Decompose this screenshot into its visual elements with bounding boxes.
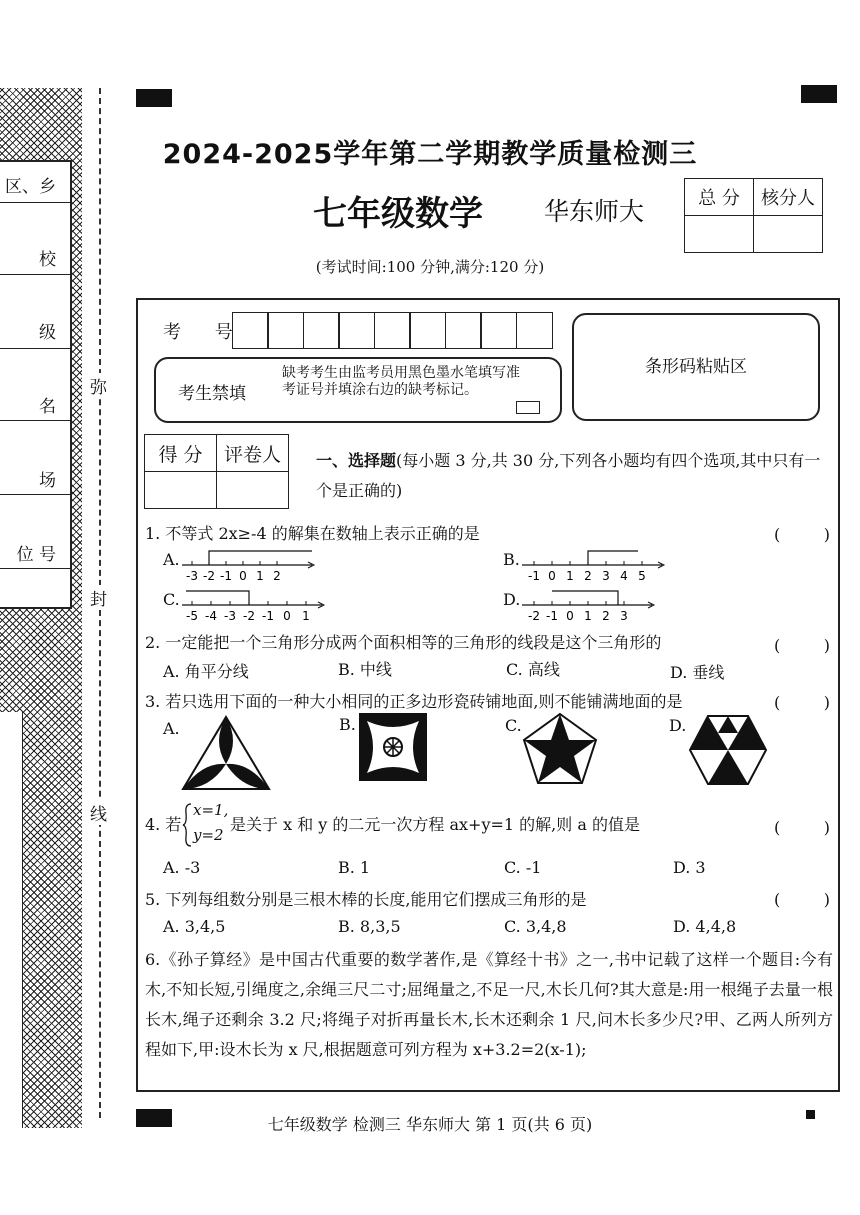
- id-cell[interactable]: [303, 312, 340, 349]
- tick-label: 0: [239, 569, 247, 583]
- binding-notch: [0, 712, 23, 1128]
- brace-icon: [182, 803, 192, 847]
- exam-time-info: (考试时间:100 分钟,满分:120 分): [315, 258, 545, 276]
- tick-label: -4: [205, 609, 217, 623]
- id-cell[interactable]: [267, 312, 304, 349]
- tick-label: -1: [262, 609, 274, 623]
- total-score-label: 总 分: [685, 179, 754, 216]
- tick-label: 2: [602, 609, 610, 623]
- tick-label: -1: [528, 569, 540, 583]
- seal-word-1: 弥: [90, 373, 107, 398]
- q4-eq1: x=1,: [193, 801, 229, 819]
- exam-id-label: 考 号: [163, 322, 247, 343]
- tick-label: 3: [602, 569, 610, 583]
- seal-field-seat: 位 号: [16, 545, 56, 565]
- tick-label: -2: [203, 569, 215, 583]
- exam-title: 2024-2025学年第二学期教学质量检测三: [162, 139, 698, 170]
- q4-option-b: B. 1: [338, 858, 371, 877]
- question-5-stem: 5. 下列每组数分别是三根木棒的长度,能用它们摆成三角形的是: [145, 890, 587, 909]
- q2-option-b: B. 中线: [338, 660, 392, 679]
- q1-option-a-numberline: [180, 548, 320, 584]
- seal-info-box: [0, 160, 72, 609]
- tick-label: 1: [584, 609, 592, 623]
- q1-option-b-numberline: [520, 548, 670, 584]
- seal-field-school: 校: [39, 250, 56, 270]
- q2-option-c: C. 高线: [506, 660, 560, 679]
- absent-instructions: 缺考考生由监考员用黑色墨水笔填写准考证号并填涂右边的缺考标记。: [282, 365, 520, 398]
- absent-label: 考生禁填: [178, 384, 246, 404]
- grader-cell[interactable]: [217, 472, 289, 509]
- q4-suffix: 是关于 x 和 y 的二元一次方程 ax+y=1 的解,则 a 的值是: [230, 815, 640, 834]
- absent-mark-box[interactable]: [516, 401, 540, 414]
- section-title: 一、选择题: [316, 451, 397, 470]
- q5-option-d: D. 4,4,8: [673, 917, 737, 936]
- question-3-stem: 3. 若只选用下面的一种大小相同的正多边形瓷砖铺地面,则不能铺满地面的是: [145, 692, 683, 711]
- q3-option-c-label: C.: [505, 716, 522, 735]
- tick-label: 2: [584, 569, 592, 583]
- tick-label: -3: [186, 569, 198, 583]
- paren-close: ): [823, 818, 830, 837]
- tick-label: 0: [566, 609, 574, 623]
- q4-option-c: C. -1: [504, 858, 542, 877]
- section-heading: [316, 446, 831, 506]
- q1-option-d-numberline: [520, 588, 660, 624]
- tick-label: 0: [548, 569, 556, 583]
- paren-open: (: [774, 818, 781, 837]
- q4-prefix: 4. 若: [145, 815, 182, 834]
- answer-paren-1[interactable]: [774, 525, 830, 544]
- seal-field-district: 区、乡: [5, 177, 56, 197]
- q4-option-d: D. 3: [673, 858, 706, 877]
- tick-label: -1: [220, 569, 232, 583]
- paren-close: ): [823, 525, 830, 544]
- id-cell[interactable]: [409, 312, 446, 349]
- answer-paren-3[interactable]: [774, 693, 830, 712]
- score-cell[interactable]: [145, 472, 217, 509]
- section-description: (每小题 3 分,共 30 分,下列各小题均有四个选项,其中只有一个是正确的): [316, 451, 821, 500]
- answer-paren-2[interactable]: [774, 636, 830, 655]
- square-tile-icon: [358, 712, 428, 782]
- paren-close: ): [823, 636, 830, 655]
- exam-id-grid[interactable]: [233, 312, 553, 349]
- q3-option-a-label: A.: [163, 719, 180, 738]
- grader-label: 评卷人: [217, 435, 289, 472]
- q3-option-b-label: B.: [339, 715, 356, 734]
- answer-paren-4[interactable]: [774, 818, 830, 837]
- tick-label: -5: [186, 609, 198, 623]
- id-cell[interactable]: [338, 312, 375, 349]
- tick-label: -2: [528, 609, 540, 623]
- triangle-tile-icon: [180, 714, 272, 792]
- question-4-stem: [145, 812, 181, 835]
- id-cell[interactable]: [445, 312, 482, 349]
- absent-box: [154, 357, 562, 423]
- q5-option-c: C. 3,4,8: [504, 917, 567, 936]
- q1-option-c-numberline: [180, 588, 330, 624]
- q4-eq2: y=2: [193, 826, 224, 844]
- total-score-table: [684, 178, 823, 253]
- seal-word-2: 封: [90, 585, 107, 610]
- section-grade-table: [144, 434, 289, 509]
- paren-close: ): [823, 890, 830, 909]
- id-cell[interactable]: [480, 312, 517, 349]
- q5-option-a: A. 3,4,5: [163, 917, 226, 936]
- seal-field-class: 级: [39, 323, 56, 343]
- score-label: 得 分: [145, 435, 217, 472]
- q1-option-b-label: B.: [503, 550, 520, 569]
- tick-label: -2: [243, 609, 255, 623]
- answer-paren-5[interactable]: [774, 890, 830, 909]
- question-2-stem: 2. 一定能把一个三角形分成两个面积相等的三角形的线段是这个三角形的: [145, 633, 662, 652]
- q2-option-a: A. 角平分线: [163, 662, 249, 681]
- paren-open: (: [774, 890, 781, 909]
- pentagon-tile-icon: [522, 712, 598, 786]
- paren-open: (: [774, 693, 781, 712]
- id-cell[interactable]: [232, 312, 269, 349]
- registration-mark-top-right: [801, 85, 837, 103]
- q1-option-c-label: C.: [163, 590, 180, 609]
- tick-label: 1: [302, 609, 310, 623]
- tick-label: 5: [638, 569, 646, 583]
- question-6-stem: 6.《孙子算经》是中国古代重要的数学著作,是《算经十书》之一,书中记载了这样一个题目:今有木,不知长短,引绳度之,余绳三尺二寸;屈绳量之,不足一尺,木长几何?其大意是:用一根绳子去量一根长木,绳子还剩余 3.2 尺;将绳子对折再量长木,长木还剩余 1 尺,问木长多少尺?甲、乙两人所列方程如下,甲:设木长为 x 尺,根据题意可列方程为 x+3.2=2(x-1);: [145, 950, 833, 1059]
- tick-label: -1: [546, 609, 558, 623]
- checker-label: 核分人: [754, 179, 823, 216]
- tick-label: 2: [273, 569, 281, 583]
- q1-option-d-label: D.: [503, 590, 521, 609]
- seal-field-room: 场: [39, 471, 56, 491]
- q2-option-d: D. 垂线: [670, 663, 725, 682]
- exam-subject: 七年级数学: [313, 194, 483, 234]
- tick-label: 1: [256, 569, 264, 583]
- tick-label: 4: [620, 569, 628, 583]
- q3-option-d-label: D.: [669, 716, 687, 735]
- page-footer: 七年级数学 检测三 华东师大 第 1 页(共 6 页): [267, 1115, 593, 1134]
- seal-field-name: 名: [39, 397, 56, 417]
- hexagon-tile-icon: [688, 714, 768, 786]
- paren-close: ): [823, 693, 830, 712]
- q4-option-a: A. -3: [163, 858, 201, 877]
- barcode-area: 条形码粘贴区: [572, 313, 820, 421]
- tick-label: 3: [620, 609, 628, 623]
- total-score-cell[interactable]: [685, 216, 754, 253]
- id-cell[interactable]: [516, 312, 553, 349]
- id-cell[interactable]: [374, 312, 411, 349]
- seal-word-3: 线: [90, 800, 107, 825]
- q1-option-a-label: A.: [163, 550, 180, 569]
- registration-mark-top-left: [136, 89, 172, 107]
- exam-edition: 华东师大: [544, 197, 645, 226]
- tick-label: -3: [224, 609, 236, 623]
- tick-label: 1: [566, 569, 574, 583]
- paren-open: (: [774, 525, 781, 544]
- tick-label: 0: [283, 609, 291, 623]
- paren-open: (: [774, 636, 781, 655]
- q5-option-b: B. 8,3,5: [338, 917, 401, 936]
- checker-cell[interactable]: [754, 216, 823, 253]
- question-1-stem: 1. 不等式 2x≥-4 的解集在数轴上表示正确的是: [145, 524, 480, 543]
